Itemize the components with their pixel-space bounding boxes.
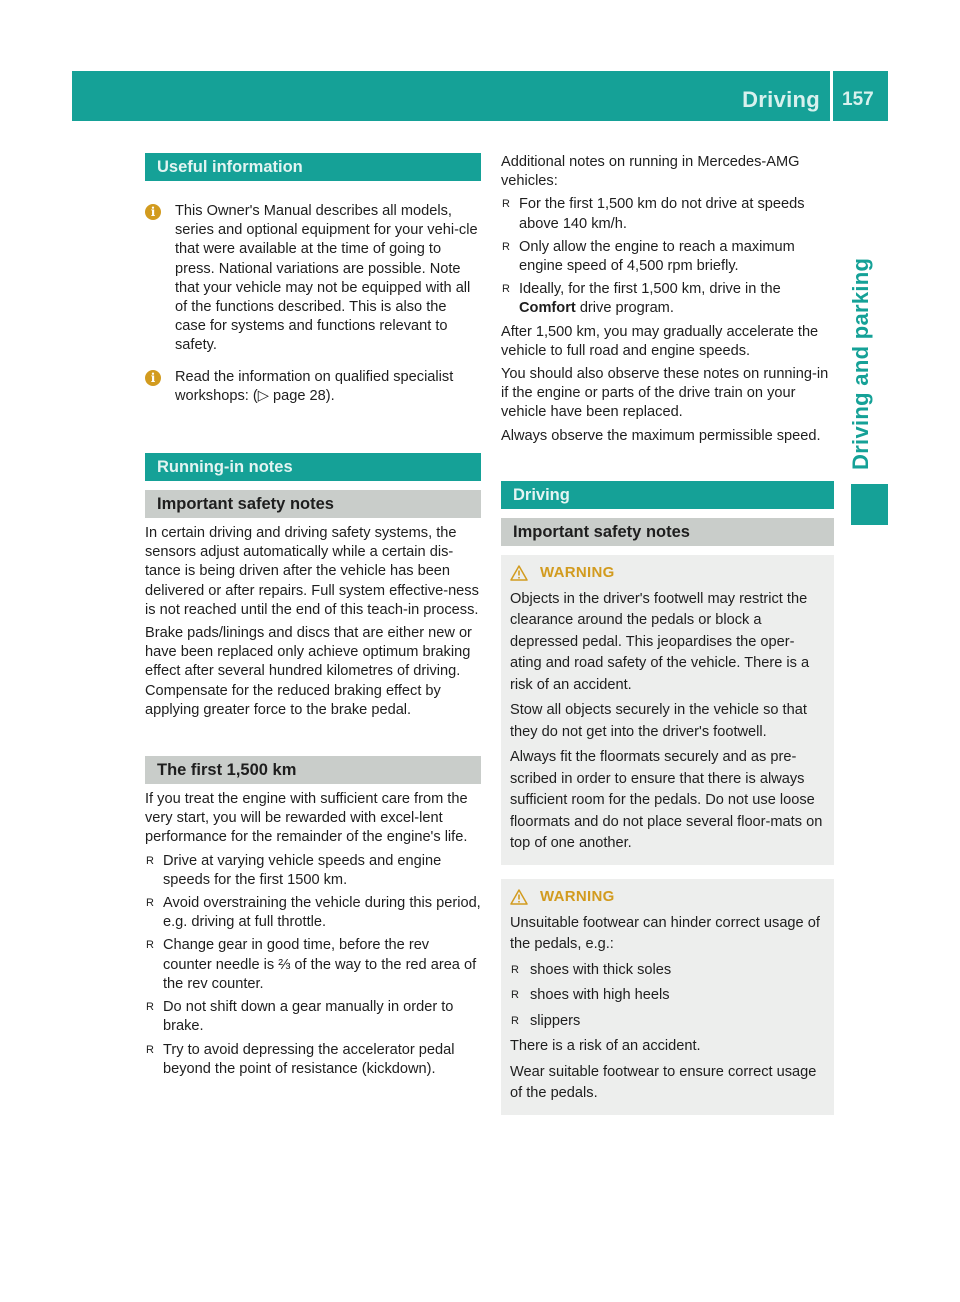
left-column xyxy=(145,153,481,1079)
info-icon: i xyxy=(145,370,161,386)
list-item: R Drive at varying vehicle speeds and engine speeds for the first 1500 km. xyxy=(146,852,442,888)
list-item: R Ideally, for the first 1,500 km, drive in the Comfort drive program. xyxy=(502,281,781,317)
warning-triangle-icon xyxy=(510,565,528,581)
list-item: R Only allow the engine to reach a maximum engine speed of 4,500 rpm briefly. xyxy=(502,238,795,275)
paragraph-teach-in: In certain driving and driving safety systems, the sensors adjust automatically while a certain dis-tance is being driven after the vehicle has been delivered or after repairs. Full system effective-ness is not reached until the end of this teach-in process. xyxy=(145,525,479,618)
info-text[interactable]: Read the information on qualified specialist workshops: (▷ page 28). xyxy=(175,368,454,404)
heading-important-safety-notes: Important safety notes xyxy=(145,490,481,518)
warning-box-footwell xyxy=(501,555,834,865)
right-column xyxy=(501,153,834,1115)
list-item: R Try to avoid depressing the accelerator pedal beyond the point of resistance (kickdown). xyxy=(146,1041,455,1077)
bullet-icon: R xyxy=(511,963,519,976)
list-item: R shoes with high heels xyxy=(510,985,825,1007)
warning-header xyxy=(510,561,825,585)
first-1500-list xyxy=(145,852,481,1079)
header-divider xyxy=(830,71,833,121)
warning-paragraph: There is a risk of an accident. xyxy=(510,1038,701,1055)
heading-running-in-notes: Running-in notes xyxy=(145,453,481,481)
warning-paragraph: Always fit the floormats securely and as pre-scribed in order to ensure that there is always sufficient room for the pedals. Do not use loose floormats and do not place several floor-mats on top of one another. xyxy=(510,749,823,852)
bullet-icon: R xyxy=(502,240,510,253)
warning-header xyxy=(510,885,825,909)
paragraph-amg-intro: Additional notes on running in Mercedes-AMG vehicles: xyxy=(501,154,800,190)
list-item: R Do not shift down a gear manually in order to brake. xyxy=(146,999,454,1035)
paragraph-max-speed: Always observe the maximum permissible speed. xyxy=(501,427,821,444)
warning-box-footwear xyxy=(501,879,834,1115)
header-bar xyxy=(72,71,888,121)
heading-first-1500-km: The first 1,500 km xyxy=(145,756,481,784)
info-icon: i xyxy=(145,204,161,220)
bullet-icon: R xyxy=(146,1043,154,1056)
bullet-icon: R xyxy=(511,989,519,1002)
info-note-owners-manual xyxy=(145,202,481,356)
paragraph-observe-notes: You should also observe these notes on running-in if the engine or parts of the drive train on your vehicle have been replaced. xyxy=(501,366,829,421)
bullet-icon: R xyxy=(511,1014,519,1027)
heading-driving: Driving xyxy=(501,481,834,509)
bullet-icon: R xyxy=(146,897,154,910)
paragraph-engine-care: If you treat the engine with sufficient care from the very start, you will be rewarded with excel-lent performance for the remainder of the engine's life. xyxy=(145,791,468,846)
header-section-title: Driving xyxy=(742,87,820,112)
bullet-icon: R xyxy=(146,854,154,867)
list-item: R shoes with thick soles xyxy=(510,960,825,982)
info-text: This Owner's Manual describes all models, series and optional equipment for your vehi-cle that were available at the time of going to press. National variations are possible. Note that your vehicle may not be equipped with all of the functions described. This is also the case for systems and functions relevant to safety. xyxy=(175,203,478,354)
warning-title: WARNING xyxy=(540,563,615,581)
comfort-program-label: Comfort xyxy=(519,300,576,317)
bullet-icon: R xyxy=(146,1001,154,1014)
paragraph-after-1500: After 1,500 km, you may gradually accelerate the vehicle to full road and engine speeds. xyxy=(501,323,819,359)
list-item: R Avoid overstraining the vehicle during this period, e.g. driving at full throttle. xyxy=(146,895,481,931)
info-note-workshops xyxy=(145,368,481,406)
warning-paragraph: Stow all objects securely in the vehicle so that they do not get into the driver's footwell. xyxy=(510,702,807,740)
side-tab-marker xyxy=(851,484,888,525)
list-item: R Change gear in good time, before the rev counter needle is ⅔ of the way to the red area of the rev counter. xyxy=(146,937,477,992)
heading-important-safety-notes-driving: Important safety notes xyxy=(501,518,834,546)
warning-paragraph: Objects in the driver's footwell may restrict the clearance around the pedals or block a depressed pedal. This jeopardises the oper-ating and road safety of the vehicle. There is a risk of an accident. xyxy=(510,590,810,693)
page-number: 157 xyxy=(842,89,874,110)
warning-title: WARNING xyxy=(540,887,615,905)
list-item: R For the first 1,500 km do not drive at speeds above 140 km/h. xyxy=(502,196,805,232)
bullet-icon: R xyxy=(146,939,154,952)
paragraph-brake-pads: Brake pads/linings and discs that are either new or have been replaced only achieve optimum braking effect after several hundred kilometres of driving. Compensate for the reduced braking effect by applying greater force to the brake pedal. xyxy=(145,625,472,718)
amg-list xyxy=(501,195,834,318)
heading-useful-information: Useful information xyxy=(145,153,481,181)
list-item: R slippers xyxy=(510,1011,825,1033)
bullet-icon: R xyxy=(502,283,510,296)
bullet-icon: R xyxy=(502,198,510,211)
warning-paragraph: Wear suitable footwear to ensure correct usage of the pedals. xyxy=(510,1063,817,1102)
footwear-list xyxy=(510,960,825,1033)
warning-triangle-icon xyxy=(510,889,528,905)
side-tab-label: Driving and parking xyxy=(848,257,873,470)
warning-paragraph: Unsuitable footwear can hinder correct usage of the pedals, e.g.: xyxy=(510,914,820,953)
